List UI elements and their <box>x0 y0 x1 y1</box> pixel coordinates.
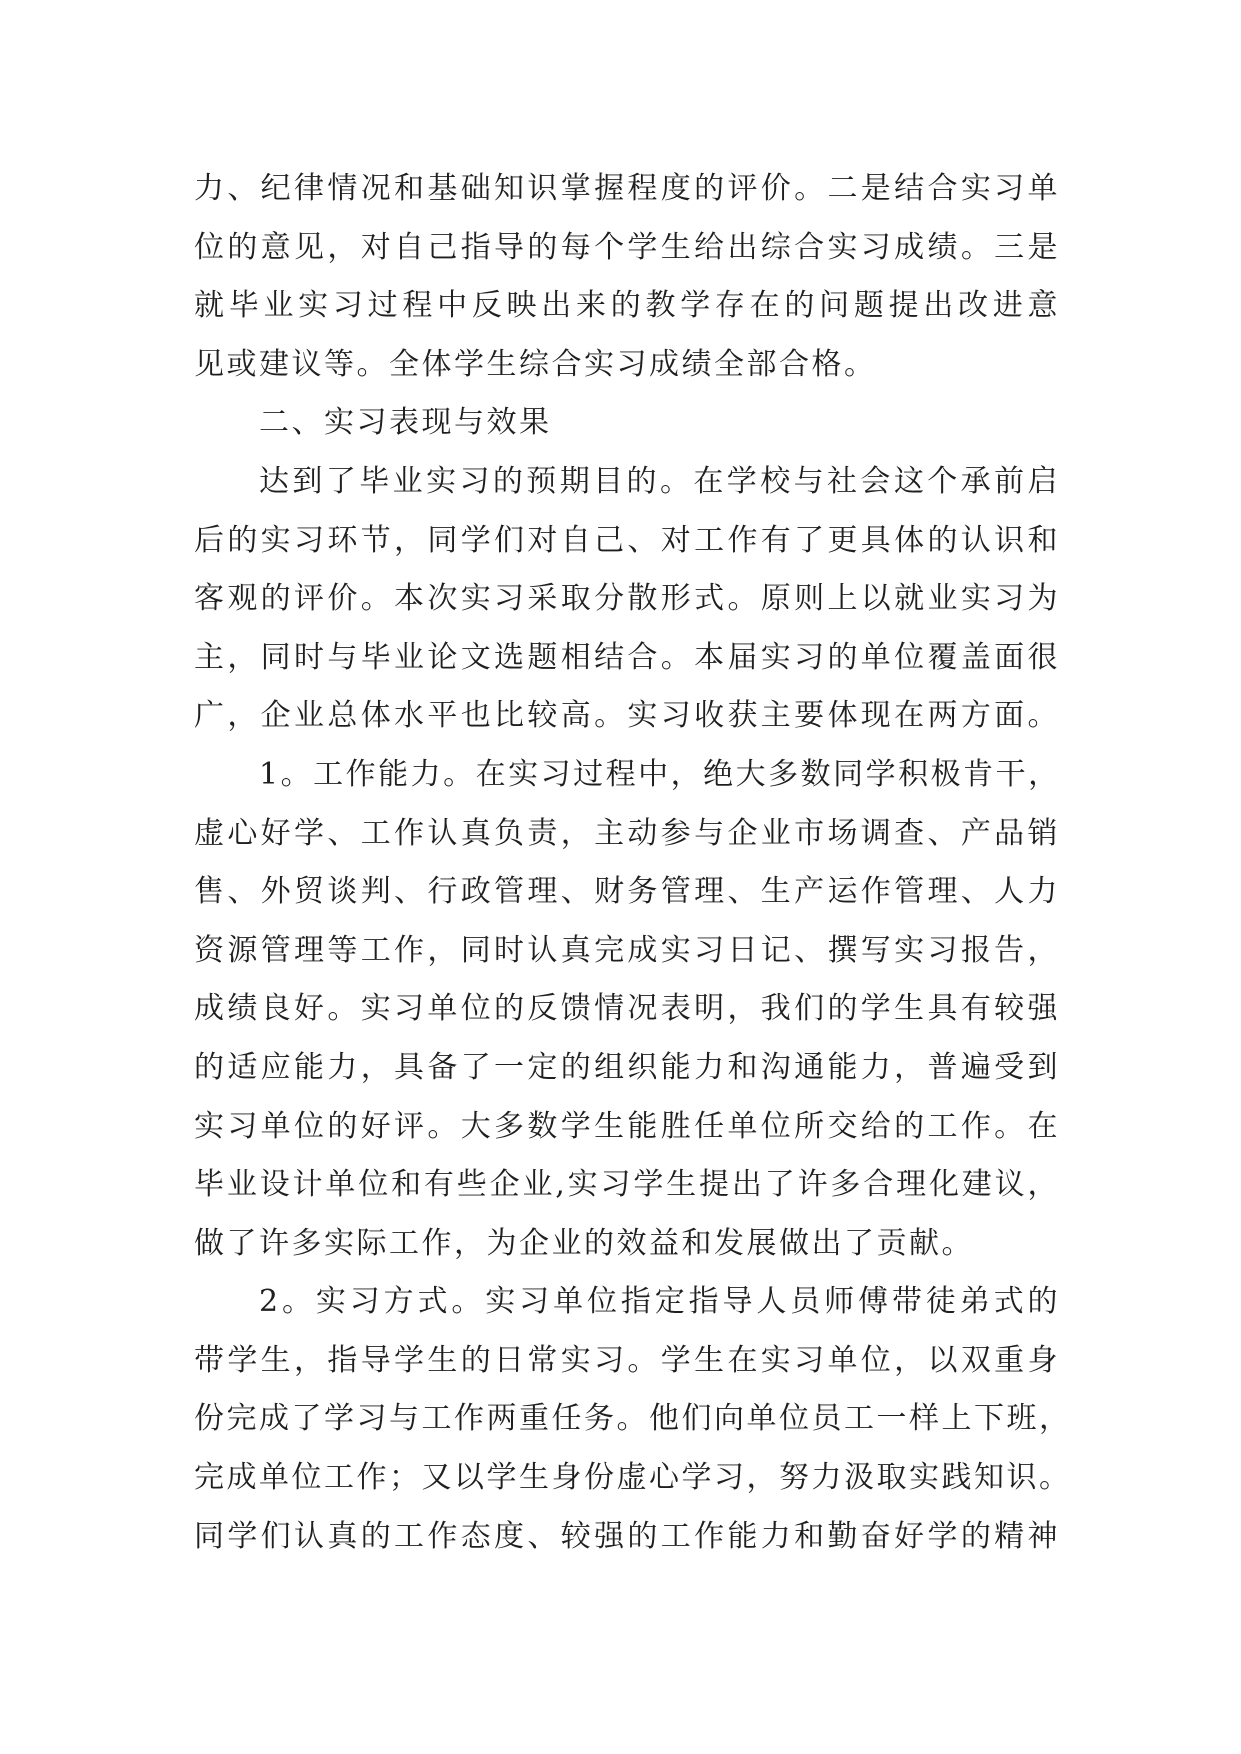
text-line: 完成单位工作；又以学生身份虚心学习，努力汲取实践知识。 <box>194 1460 1072 1496</box>
document-body <box>194 160 1072 1566</box>
text-line: 毕业设计单位和有些企业,实习学生提出了许多合理化建议， <box>194 1167 1060 1203</box>
text-line: 就毕业实习过程中反映出来的教学存在的问题提出改进意 <box>194 288 1060 324</box>
text-line: 客观的评价。本次实习采取分散形式。原则上以就业实习为 <box>194 581 1060 617</box>
text-line: 主，同时与毕业论文选题相结合。本届实习的单位覆盖面很 <box>194 639 1060 675</box>
text-line: 实习单位的好评。大多数学生能胜任单位所交给的工作。在 <box>194 1108 1060 1144</box>
text-line: 同学们认真的工作态度、较强的工作能力和勤奋好学的精神 <box>194 1518 1060 1554</box>
text-line: 的适应能力，具备了一定的组织能力和沟通能力，普遍受到 <box>194 1049 1060 1085</box>
text-line: 份完成了学习与工作两重任务。他们向单位员工一样上下班， <box>194 1401 1072 1437</box>
text-line: 虚心好学、工作认真负责，主动参与企业市场调查、产品销 <box>194 815 1060 851</box>
text-line: 资源管理等工作，同时认真完成实习日记、撰写实习报告， <box>194 932 1060 968</box>
text-line: 力、纪律情况和基础知识掌握程度的评价。二是结合实习单 <box>194 171 1060 206</box>
paragraph-evaluation-continued <box>194 160 1060 394</box>
text-line: 成绩良好。实习单位的反馈情况表明，我们的学生具有较强 <box>194 991 1060 1027</box>
text-line: 售、外贸谈判、行政管理、财务管理、生产运作管理、人力 <box>194 874 1060 910</box>
text-line: 1。工作能力。在实习过程中，绝大多数同学积极肯干， <box>259 756 1061 792</box>
paragraph-work-ability <box>194 746 1060 1273</box>
text-line: 广，企业总体水平也比较高。实习收获主要体现在两方面。 <box>194 698 1060 734</box>
text-line: 2。实习方式。实习单位指定指导人员师傅带徒弟式的 <box>259 1284 1060 1320</box>
paragraph-internship-mode <box>194 1273 1072 1566</box>
text-line: 位的意见，对自己指导的每个学生给出综合实习成绩。三是 <box>194 229 1060 265</box>
text-line: 带学生，指导学生的日常实习。学生在实习单位，以双重身 <box>194 1342 1060 1378</box>
text-line: 后的实习环节，同学们对自己、对工作有了更具体的认识和 <box>194 522 1060 558</box>
section-heading-text: 二、实习表现与效果 <box>259 405 552 441</box>
paragraph-internship-goals <box>194 453 1060 746</box>
text-line: 做了许多实际工作，为企业的效益和发展做出了贡献。 <box>194 1225 974 1261</box>
text-line: 见或建议等。全体学生综合实习成绩全部合格。 <box>194 346 877 382</box>
section-heading <box>194 394 1060 453</box>
text-line: 达到了毕业实习的预期目的。在学校与社会这个承前启 <box>259 463 1060 499</box>
